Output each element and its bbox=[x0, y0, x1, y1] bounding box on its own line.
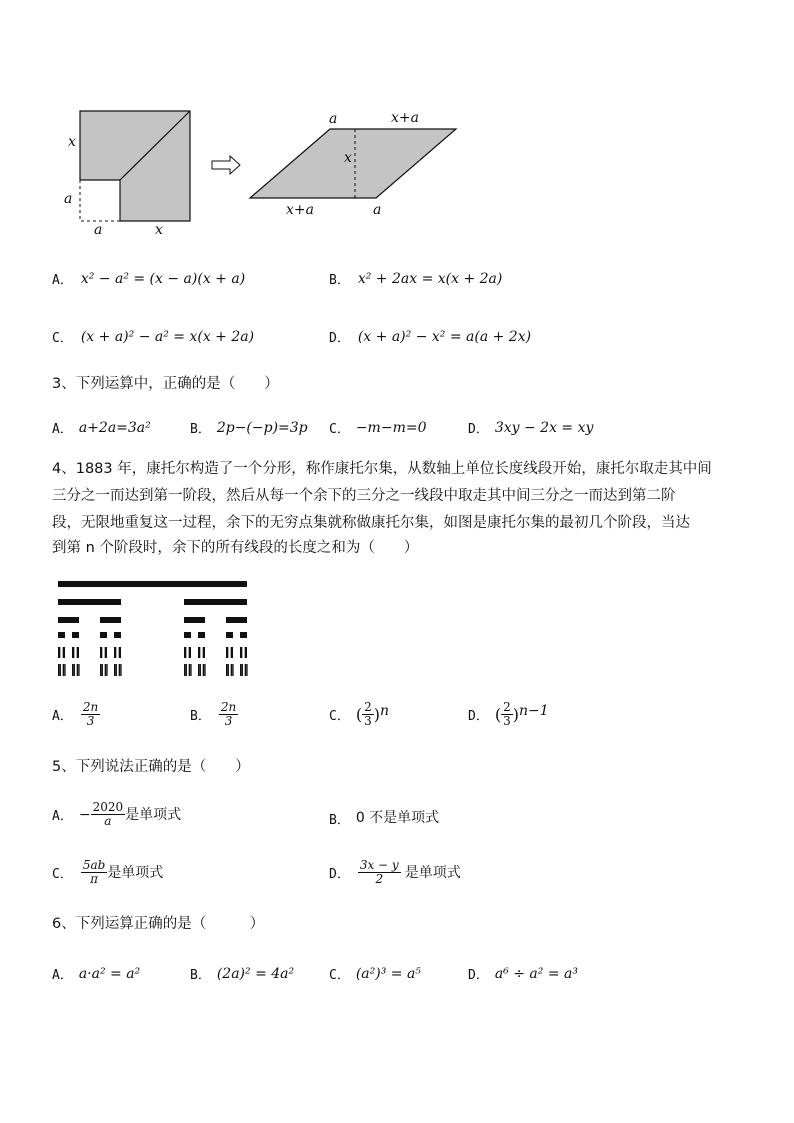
cantor-segment bbox=[120, 664, 121, 676]
cantor-segment bbox=[74, 664, 75, 676]
q4-option-d bbox=[468, 701, 549, 728]
cantor-segment bbox=[72, 664, 73, 676]
cantor-segment bbox=[184, 664, 185, 676]
option-letter: B． bbox=[190, 709, 211, 724]
cantor-segment bbox=[240, 664, 241, 676]
cantor-segment bbox=[72, 632, 79, 638]
cantor-segment bbox=[106, 664, 107, 676]
cantor-segment bbox=[72, 647, 74, 658]
q6-option-d bbox=[468, 964, 578, 983]
option-expression: (x + a)² − a² = x(x + 2a) bbox=[80, 328, 255, 345]
q3-stem: 3、下列运算中，正确的是（ ） bbox=[52, 376, 279, 392]
cantor-segment bbox=[198, 664, 199, 676]
q5-stem: 5、下列说法正确的是（ ） bbox=[52, 759, 250, 775]
fraction-numerator: 2n bbox=[82, 700, 99, 714]
close-paren: ) bbox=[512, 705, 519, 724]
transform-arrow-icon bbox=[212, 156, 240, 174]
q4-stem-line-4: 到第 n 个阶段时，余下的所有线段的长度之和为（ ） bbox=[52, 540, 419, 556]
option-letter: D． bbox=[468, 968, 489, 983]
fraction-numerator: 2 bbox=[503, 700, 511, 714]
option-expression: a⁶ ÷ a² = a³ bbox=[494, 965, 578, 982]
option-letter: B． bbox=[329, 812, 350, 828]
option-expression: 2p−(−p)=3p bbox=[216, 419, 308, 436]
q4-option-b bbox=[190, 701, 238, 728]
cantor-segment bbox=[184, 617, 205, 623]
fraction-denominator: 3 bbox=[86, 714, 95, 728]
fraction-denominator: 3 bbox=[224, 714, 233, 728]
q3-option-c bbox=[329, 418, 426, 437]
cantor-segment bbox=[116, 664, 117, 676]
cantor-segment bbox=[245, 647, 247, 658]
cantor-segment bbox=[77, 647, 79, 658]
cantor-segment bbox=[184, 647, 186, 658]
cantor-segment bbox=[231, 647, 233, 658]
cantor-segment bbox=[114, 647, 116, 658]
cantor-segment bbox=[63, 647, 65, 658]
q3-option-b bbox=[190, 418, 308, 437]
minus-sign: − bbox=[78, 806, 91, 823]
option-letter: C． bbox=[329, 968, 350, 983]
cantor-segment bbox=[105, 647, 107, 658]
cantor-segment bbox=[189, 647, 191, 658]
cantor-segment bbox=[226, 664, 227, 676]
option-expression: a+2a=3a² bbox=[78, 419, 151, 436]
option-letter: A． bbox=[52, 273, 73, 288]
cantor-segment bbox=[119, 647, 121, 658]
option-letter: D． bbox=[329, 331, 350, 346]
cantor-segment bbox=[203, 647, 205, 658]
fraction-numerator: 3x − y bbox=[359, 858, 399, 872]
q6-option-a bbox=[52, 964, 140, 983]
cantor-segment bbox=[232, 664, 233, 676]
cantor-segment bbox=[60, 664, 61, 676]
option-letter: B． bbox=[190, 422, 211, 437]
label-x-left: x bbox=[68, 134, 76, 150]
cantor-set-figure bbox=[55, 578, 250, 678]
q4-stem-line-3: 段，无限地重复这一过程，余下的无穷点集就称做康托尔集，如图是康托尔集的最初几个阶段，当达 bbox=[52, 515, 690, 531]
parallelogram-shape bbox=[250, 129, 456, 198]
cantor-segment bbox=[100, 617, 121, 623]
option-expression: −m−m=0 bbox=[355, 419, 427, 436]
cantor-segment bbox=[58, 647, 60, 658]
open-paren: ( bbox=[494, 705, 502, 724]
cantor-segment bbox=[186, 664, 187, 676]
option-letter: C． bbox=[52, 867, 73, 882]
fraction-denominator: a bbox=[104, 814, 112, 828]
exponent: n−1 bbox=[518, 703, 549, 719]
cantor-segment bbox=[203, 664, 204, 676]
cantor-segment bbox=[226, 647, 228, 658]
option-fraction bbox=[362, 701, 374, 728]
close-paren: ) bbox=[373, 705, 380, 724]
q5-option-d bbox=[329, 859, 461, 886]
q2-option-a bbox=[52, 269, 245, 288]
label-bottom-a: a bbox=[373, 202, 382, 218]
label-top-a: a bbox=[329, 111, 338, 127]
cantor-segment bbox=[198, 647, 200, 658]
option-letter: B． bbox=[190, 968, 211, 983]
q2-option-d bbox=[329, 327, 531, 346]
option-fraction bbox=[358, 859, 401, 886]
option-expression: (2a)² = 4a² bbox=[216, 965, 295, 982]
q3-option-a bbox=[52, 418, 151, 437]
label-a-bottom: a bbox=[94, 222, 103, 238]
cantor-segment bbox=[228, 664, 229, 676]
cantor-segment bbox=[240, 632, 247, 638]
option-letter: A． bbox=[52, 422, 73, 437]
label-bottom-xa: x+a bbox=[286, 202, 314, 218]
cantor-segment bbox=[58, 664, 59, 676]
cantor-segment bbox=[245, 664, 246, 676]
fraction-denominator: 3 bbox=[503, 714, 511, 728]
cantor-segment bbox=[198, 632, 205, 638]
label-x-bottom: x bbox=[155, 222, 163, 238]
removed-square-outline bbox=[80, 180, 120, 221]
q3-option-d bbox=[468, 418, 593, 437]
option-expression: 3xy − 2x = xy bbox=[494, 419, 594, 436]
cantor-segment bbox=[114, 664, 115, 676]
option-letter: B． bbox=[329, 273, 350, 288]
option-fraction bbox=[91, 801, 126, 828]
option-fraction bbox=[81, 859, 107, 886]
option-expression: x² + 2ax = x(x + 2a) bbox=[357, 270, 503, 287]
cantor-segment bbox=[77, 664, 78, 676]
q6-option-c bbox=[329, 964, 421, 983]
option-letter: A． bbox=[52, 968, 73, 983]
cantor-segment bbox=[231, 664, 232, 676]
cantor-segment bbox=[58, 617, 79, 623]
cantor-segment bbox=[204, 664, 205, 676]
cantor-segment bbox=[114, 632, 121, 638]
q4-option-c bbox=[329, 701, 389, 728]
q4-stem-line-1: 4、1883 年，康托尔构造了一个分形，称作康托尔集，从数轴上单位长度线段开始，康托尔取走其中间 bbox=[52, 461, 712, 477]
cantor-segment bbox=[58, 632, 65, 638]
option-expression: (a²)³ = a⁵ bbox=[355, 965, 421, 982]
option-expression: a·a² = a² bbox=[78, 965, 141, 982]
fraction-numerator: 2 bbox=[364, 700, 372, 714]
option-fraction bbox=[219, 701, 238, 728]
cantor-segment bbox=[184, 632, 191, 638]
option-letter: C． bbox=[52, 331, 73, 346]
fraction-numerator: 2020 bbox=[92, 800, 124, 814]
q6-option-b bbox=[190, 964, 294, 983]
q5-option-c bbox=[52, 859, 163, 886]
cantor-segment bbox=[240, 647, 242, 658]
option-letter: C． bbox=[329, 422, 350, 437]
cantor-segment bbox=[100, 664, 101, 676]
cantor-segment bbox=[63, 664, 64, 676]
cantor-stages bbox=[58, 581, 248, 676]
q5-option-a bbox=[52, 801, 181, 828]
label-a-left: a bbox=[64, 191, 73, 207]
cantor-segment bbox=[184, 599, 247, 605]
option-letter: D． bbox=[468, 709, 489, 724]
cantor-segment bbox=[246, 664, 247, 676]
cantor-segment bbox=[64, 664, 65, 676]
option-letter: D． bbox=[329, 867, 350, 882]
cantor-segment bbox=[200, 664, 201, 676]
q5-option-b bbox=[329, 808, 439, 828]
cantor-segment bbox=[119, 664, 120, 676]
cantor-segment bbox=[190, 664, 191, 676]
cantor-segment bbox=[58, 599, 121, 605]
option-letter: A． bbox=[52, 709, 73, 724]
cantor-segment bbox=[58, 581, 247, 587]
fraction-numerator: 5ab bbox=[82, 858, 106, 872]
cantor-segment bbox=[226, 632, 233, 638]
fraction-denominator: 3 bbox=[364, 714, 372, 728]
fraction-denominator: 2 bbox=[375, 872, 384, 886]
q2-option-c bbox=[52, 327, 254, 346]
option-letter: C． bbox=[329, 709, 350, 724]
cantor-segment bbox=[102, 664, 103, 676]
q2-option-b bbox=[329, 269, 502, 288]
option-suffix: 是单项式 bbox=[125, 806, 182, 823]
fraction-denominator: π bbox=[90, 872, 99, 886]
q4-option-a bbox=[52, 701, 100, 728]
cantor-segment bbox=[100, 647, 102, 658]
option-text: 0 不是单项式 bbox=[355, 810, 440, 826]
option-expression: (x + a)² − x² = a(a + 2x) bbox=[357, 328, 532, 345]
option-expression: x² − a² = (x − a)(x + a) bbox=[80, 270, 246, 287]
cantor-segment bbox=[189, 664, 190, 676]
cantor-segment bbox=[100, 632, 107, 638]
option-letter: A． bbox=[52, 809, 73, 824]
q6-stem: 6、下列运算正确的是（ ） bbox=[52, 916, 265, 932]
cantor-segment bbox=[242, 664, 243, 676]
option-suffix: 是单项式 bbox=[107, 864, 164, 881]
option-letter: D． bbox=[468, 422, 489, 437]
cantor-segment bbox=[226, 617, 247, 623]
option-fraction bbox=[501, 701, 513, 728]
cantor-segment bbox=[105, 664, 106, 676]
cantor-segment bbox=[78, 664, 79, 676]
label-top-xa: x+a bbox=[391, 110, 419, 126]
fraction-numerator: 2n bbox=[220, 700, 237, 714]
exponent: n bbox=[379, 703, 389, 719]
option-fraction bbox=[81, 701, 100, 728]
q4-stem-line-2: 三分之一而达到第一阶段，然后从每一个余下的三分之一线段中取走其中间三分之一而达到第二阶 bbox=[52, 488, 676, 504]
open-paren: ( bbox=[355, 705, 363, 724]
option-suffix: 是单项式 bbox=[404, 864, 461, 881]
label-height-x: x bbox=[344, 150, 352, 166]
